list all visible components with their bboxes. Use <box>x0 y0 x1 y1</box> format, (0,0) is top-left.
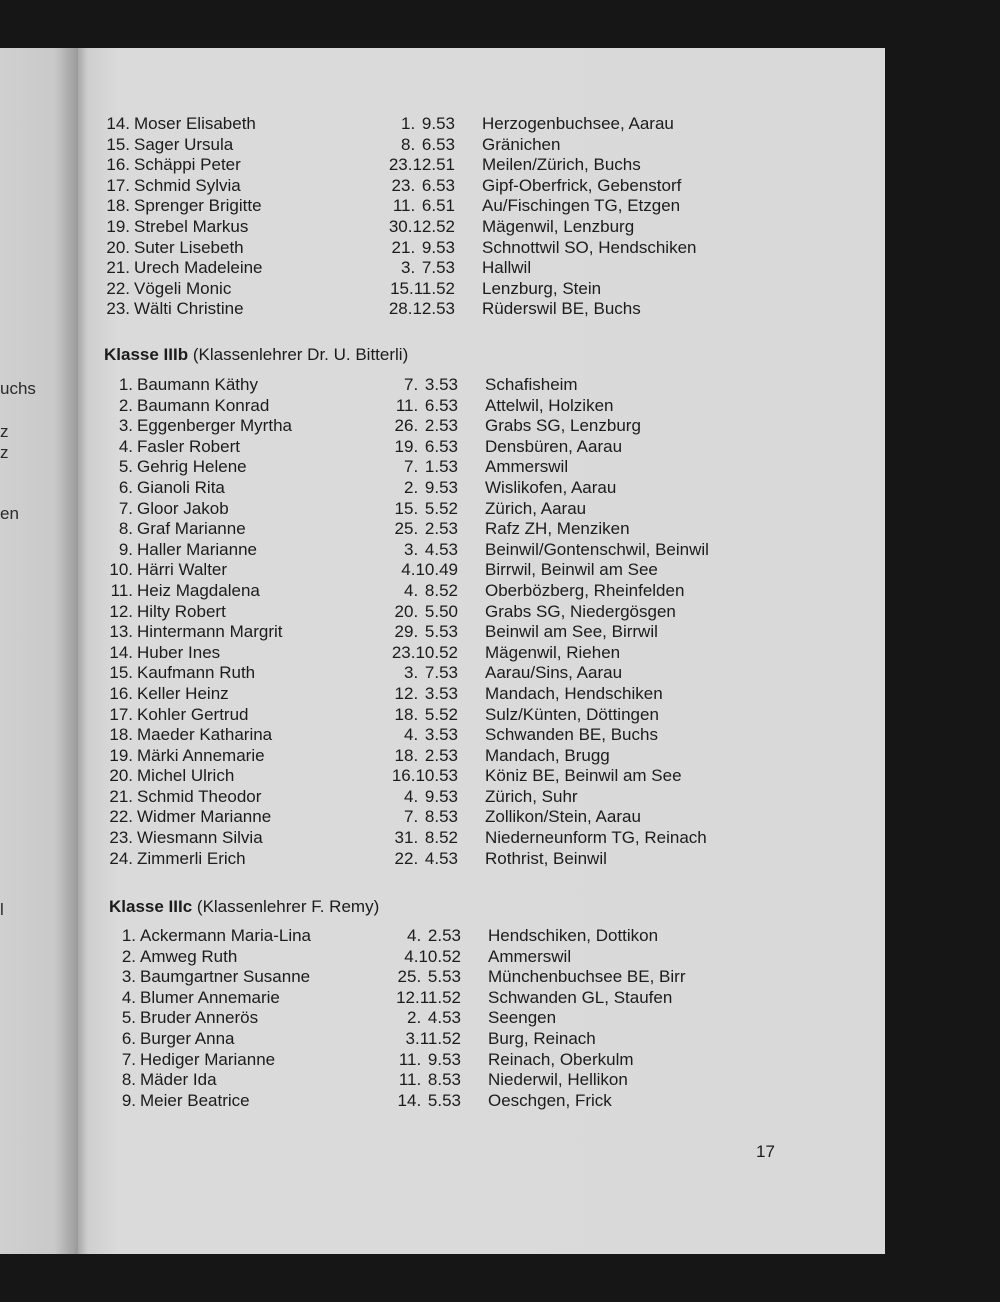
student-name: Graf Marianne <box>137 519 246 539</box>
table-row <box>105 581 805 602</box>
student-date: 28.12.53 <box>388 299 455 319</box>
table-row <box>108 988 808 1009</box>
student-name: Kohler Gertrud <box>137 704 249 724</box>
table-row <box>108 1050 808 1071</box>
class-teacher: (Klassenlehrer F. Remy) <box>196 897 380 916</box>
student-date: 11. 8.53 <box>398 1070 461 1090</box>
student-hometown: Rothrist, Beinwil <box>485 848 607 868</box>
table-row <box>105 519 805 540</box>
student-hometown: Reinach, Oberkulm <box>488 1049 634 1069</box>
student-date: 7. 1.53 <box>404 457 458 477</box>
student-name: Wälti Christine <box>134 299 244 319</box>
student-hometown: Ammerswil <box>488 946 572 966</box>
student-date: 4.10.52 <box>404 946 461 966</box>
table-row <box>105 787 805 808</box>
student-number: 13. <box>109 622 133 642</box>
student-date: 4. 3.53 <box>404 725 458 745</box>
student-name: Keller Heinz <box>137 683 229 703</box>
left-page-fragment: en <box>0 504 19 523</box>
table-row <box>105 560 805 581</box>
student-date: 11. 6.51 <box>392 196 455 216</box>
student-hometown: Zürich, Suhr <box>485 786 578 806</box>
student-date: 23.10.52 <box>391 642 458 662</box>
student-date: 2. 9.53 <box>404 477 458 497</box>
student-hometown: Meilen/Zürich, Buchs <box>482 155 641 175</box>
student-number: 10. <box>109 560 133 580</box>
student-number: 6. <box>121 1028 136 1048</box>
class-title: Klasse IIIb <box>104 345 189 364</box>
student-number: 22. <box>106 278 130 298</box>
student-hometown: Seengen <box>488 1008 557 1028</box>
table-row <box>108 947 808 968</box>
student-date: 23.12.51 <box>388 155 455 175</box>
table-row <box>102 217 802 238</box>
student-hometown: Beinwil/Gontenschwil, Beinwil <box>485 539 709 559</box>
student-date: 8. 6.53 <box>401 134 455 154</box>
class-teacher: (Klassenlehrer Dr. U. Bitterli) <box>192 345 409 364</box>
student-name: Sprenger Brigitte <box>134 196 262 216</box>
table-row <box>108 926 808 947</box>
table-row <box>102 279 802 300</box>
student-hometown: Herzogenbuchsee, Aarau <box>482 114 674 133</box>
left-page-fragment: uchs <box>0 379 36 398</box>
student-date: 15. 5.52 <box>394 498 458 518</box>
table-row <box>105 849 805 870</box>
table-row <box>105 766 805 787</box>
table-row <box>102 238 802 259</box>
student-hometown: Hallwil <box>482 258 532 278</box>
student-number: 1. <box>121 926 136 945</box>
student-date: 4. 2.53 <box>407 926 461 945</box>
student-name: Ackermann Maria-Lina <box>140 926 312 945</box>
student-number: 19. <box>109 745 133 765</box>
student-number: 24. <box>109 848 133 868</box>
student-date: 1. 9.53 <box>401 114 455 133</box>
table-row <box>105 540 805 561</box>
student-number: 18. <box>109 725 133 745</box>
student-name: Heiz Magdalena <box>137 580 260 600</box>
student-date: 14. 5.53 <box>397 1090 461 1110</box>
student-name: Amweg Ruth <box>140 946 238 966</box>
student-date: 4. 9.53 <box>404 786 458 806</box>
student-name: Mäder Ida <box>140 1070 217 1090</box>
student-date: 15.11.52 <box>390 278 455 298</box>
student-hometown: Densbüren, Aarau <box>485 436 623 456</box>
student-number: 6. <box>118 477 133 497</box>
student-date: 3. 4.53 <box>404 539 458 559</box>
student-name: Maeder Katharina <box>137 725 273 745</box>
student-date: 22. 4.53 <box>394 848 458 868</box>
class-list-continued <box>102 114 802 320</box>
table-row <box>105 807 805 828</box>
student-hometown: Sulz/Künten, Döttingen <box>485 704 659 724</box>
student-number: 20. <box>106 237 130 257</box>
student-name: Widmer Marianne <box>137 807 272 827</box>
student-hometown: Beinwil am See, Birrwil <box>485 622 658 642</box>
student-number: 16. <box>109 683 133 703</box>
section-heading-iiib <box>104 345 408 365</box>
student-name: Härri Walter <box>137 560 228 580</box>
student-hometown: Mandach, Hendschiken <box>485 683 663 703</box>
student-date: 23. 6.53 <box>391 175 455 195</box>
table-row <box>102 114 802 135</box>
student-date: 21. 9.53 <box>391 237 455 257</box>
student-number: 7. <box>121 1049 136 1069</box>
student-number: 12. <box>109 601 133 621</box>
student-hometown: Gränichen <box>482 134 561 154</box>
student-number: 5. <box>121 1008 136 1028</box>
table-row <box>105 828 805 849</box>
table-row <box>105 416 805 437</box>
student-name: Strebel Markus <box>134 216 249 236</box>
document-page <box>78 48 885 1254</box>
student-name: Kaufmann Ruth <box>137 663 256 683</box>
student-name: Gehrig Helene <box>137 457 247 477</box>
student-hometown: Hendschiken, Dottikon <box>488 926 659 945</box>
student-number: 22. <box>109 807 133 827</box>
student-number: 3. <box>118 416 133 436</box>
student-name: Meier Beatrice <box>140 1090 250 1110</box>
student-hometown: Aarau/Sins, Aarau <box>485 663 623 683</box>
student-number: 9. <box>118 539 133 559</box>
student-date: 3.11.52 <box>405 1028 461 1048</box>
student-name: Burger Anna <box>140 1028 235 1048</box>
student-hometown: Münchenbuchsee BE, Birr <box>488 967 686 987</box>
student-date: 19. 6.53 <box>394 436 458 456</box>
student-name: Hediger Marianne <box>140 1049 276 1069</box>
left-page-fragment: l <box>0 900 4 919</box>
student-hometown: Schwanden GL, Staufen <box>488 987 673 1007</box>
student-number: 14. <box>106 114 130 133</box>
table-row <box>102 155 802 176</box>
student-name: Wiesmann Silvia <box>137 828 263 848</box>
table-row <box>105 725 805 746</box>
student-date: 29. 5.53 <box>394 622 458 642</box>
student-name: Moser Elisabeth <box>134 114 256 133</box>
student-number: 2. <box>118 395 133 415</box>
table-row <box>105 684 805 705</box>
student-name: Schmid Theodor <box>137 786 262 806</box>
student-date: 20. 5.50 <box>394 601 458 621</box>
student-name: Sager Ursula <box>134 134 234 154</box>
student-date: 16.10.53 <box>391 766 458 786</box>
student-number: 18. <box>106 196 130 216</box>
student-hometown: Mandach, Brugg <box>485 745 610 765</box>
table-row <box>108 967 808 988</box>
student-hometown: Gipf-Oberfrick, Gebenstorf <box>482 175 682 195</box>
student-name: Urech Madeleine <box>134 258 263 278</box>
class-title: Klasse IIIc <box>109 897 193 916</box>
table-row <box>102 258 802 279</box>
table-row <box>108 1029 808 1050</box>
table-row <box>108 1070 808 1091</box>
student-hometown: Oberbözberg, Rheinfelden <box>485 580 685 600</box>
table-row <box>105 478 805 499</box>
table-row <box>105 437 805 458</box>
student-number: 14. <box>109 642 133 662</box>
student-name: Vögeli Monic <box>134 278 232 298</box>
student-number: 23. <box>109 828 133 848</box>
student-hometown: Köniz BE, Beinwil am See <box>485 766 682 786</box>
student-date: 2. 4.53 <box>407 1008 461 1028</box>
student-date: 11. 6.53 <box>395 395 458 415</box>
student-date: 25. 2.53 <box>394 519 458 539</box>
student-date: 4.10.49 <box>401 560 458 580</box>
table-row <box>105 602 805 623</box>
table-row <box>102 135 802 156</box>
student-name: Huber Ines <box>137 642 221 662</box>
table-row <box>108 1091 808 1112</box>
student-number: 11. <box>110 580 133 600</box>
student-hometown: Schnottwil SO, Hendschiken <box>482 237 697 257</box>
table-row <box>102 299 802 320</box>
student-number: 19. <box>106 216 130 236</box>
table-row <box>105 663 805 684</box>
page-number: 17 <box>756 1142 775 1161</box>
table-row <box>102 196 802 217</box>
student-number: 9. <box>121 1090 136 1110</box>
student-name: Michel Ulrich <box>137 766 235 786</box>
student-hometown: Schafisheim <box>485 375 578 394</box>
student-name: Haller Marianne <box>137 539 257 559</box>
student-name: Eggenberger Myrtha <box>137 416 292 436</box>
left-page-edge <box>0 48 78 1254</box>
student-date: 3. 7.53 <box>401 258 455 278</box>
table-row <box>105 705 805 726</box>
student-name: Schmid Sylvia <box>134 175 241 195</box>
student-number: 23. <box>106 299 130 319</box>
student-hometown: Attelwil, Holziken <box>485 395 614 415</box>
student-hometown: Niederwil, Hellikon <box>488 1070 628 1090</box>
student-hometown: Niederneunform TG, Reinach <box>485 828 707 848</box>
student-date: 18. 2.53 <box>394 745 458 765</box>
student-hometown: Zürich, Aarau <box>485 498 587 518</box>
student-number: 15. <box>109 663 133 683</box>
student-name: Schäppi Peter <box>134 155 241 175</box>
student-number: 5. <box>118 457 133 477</box>
student-date: 12.11.52 <box>396 987 461 1007</box>
student-date: 26. 2.53 <box>394 416 458 436</box>
student-number: 20. <box>109 766 133 786</box>
student-number: 16. <box>106 155 130 175</box>
student-name: Suter Lisebeth <box>134 237 244 257</box>
student-name: Fasler Robert <box>137 436 240 456</box>
student-number: 21. <box>109 786 133 806</box>
student-hometown: Grabs SG, Lenzburg <box>485 416 641 436</box>
class-list-iiic <box>108 926 808 1111</box>
student-hometown: Wislikofen, Aarau <box>485 477 617 497</box>
student-number: 4. <box>118 436 133 456</box>
table-row <box>105 396 805 417</box>
student-hometown: Oeschgen, Frick <box>488 1090 612 1110</box>
student-name: Baumann Käthy <box>137 375 258 394</box>
student-hometown: Grabs SG, Niedergösgen <box>485 601 676 621</box>
student-number: 17. <box>106 175 130 195</box>
student-hometown: Birrwil, Beinwil am See <box>485 560 658 580</box>
student-name: Hilty Robert <box>137 601 226 621</box>
student-name: Hintermann Margrit <box>137 622 283 642</box>
left-page-fragment: z <box>0 443 9 462</box>
student-name: Baumann Konrad <box>137 395 270 415</box>
student-date: 30.12.52 <box>388 216 455 236</box>
student-name: Gianoli Rita <box>137 477 225 497</box>
left-page-fragment: z <box>0 422 9 441</box>
student-name: Zimmerli Erich <box>137 848 246 868</box>
student-number: 15. <box>106 134 130 154</box>
student-date: 3. 7.53 <box>404 663 458 683</box>
student-date: 31. 8.52 <box>394 828 458 848</box>
student-number: 3. <box>121 967 136 987</box>
student-hometown: Rafz ZH, Menziken <box>485 519 630 539</box>
student-number: 1. <box>118 375 133 394</box>
student-hometown: Zollikon/Stein, Aarau <box>485 807 641 827</box>
student-name: Baumgartner Susanne <box>140 967 311 987</box>
table-row <box>108 1008 808 1029</box>
student-date: 18. 5.52 <box>394 704 458 724</box>
student-date: 4. 8.52 <box>404 580 458 600</box>
student-hometown: Burg, Reinach <box>488 1028 596 1048</box>
student-hometown: Au/Fischingen TG, Etzgen <box>482 196 681 216</box>
student-hometown: Ammerswil <box>485 457 569 477</box>
student-name: Gloor Jakob <box>137 498 229 518</box>
student-number: 8. <box>118 519 133 539</box>
student-date: 11. 9.53 <box>398 1049 461 1069</box>
student-date: 7. 8.53 <box>404 807 458 827</box>
student-number: 17. <box>109 704 133 724</box>
section-heading-iiic <box>109 897 379 917</box>
table-row <box>105 499 805 520</box>
table-row <box>105 643 805 664</box>
student-number: 2. <box>121 946 136 966</box>
student-hometown: Mägenwil, Riehen <box>485 642 621 662</box>
student-number: 8. <box>121 1070 136 1090</box>
student-name: Blumer Annemarie <box>140 987 280 1007</box>
student-number: 21. <box>106 258 130 278</box>
student-number: 4. <box>121 987 136 1007</box>
student-date: 12. 3.53 <box>394 683 458 703</box>
student-hometown: Lenzburg, Stein <box>482 278 602 298</box>
student-name: Bruder Annerös <box>140 1008 259 1028</box>
class-list-iiib <box>105 375 805 869</box>
student-date: 25. 5.53 <box>397 967 461 987</box>
table-row <box>102 176 802 197</box>
student-name: Märki Annemarie <box>137 745 265 765</box>
student-hometown: Mägenwil, Lenzburg <box>482 216 635 236</box>
table-row <box>105 746 805 767</box>
table-row <box>105 375 805 396</box>
table-row <box>105 457 805 478</box>
student-number: 7. <box>118 498 133 518</box>
student-date: 7. 3.53 <box>404 375 458 394</box>
student-hometown: Rüderswil BE, Buchs <box>482 299 641 319</box>
table-row <box>105 622 805 643</box>
student-hometown: Schwanden BE, Buchs <box>485 725 658 745</box>
